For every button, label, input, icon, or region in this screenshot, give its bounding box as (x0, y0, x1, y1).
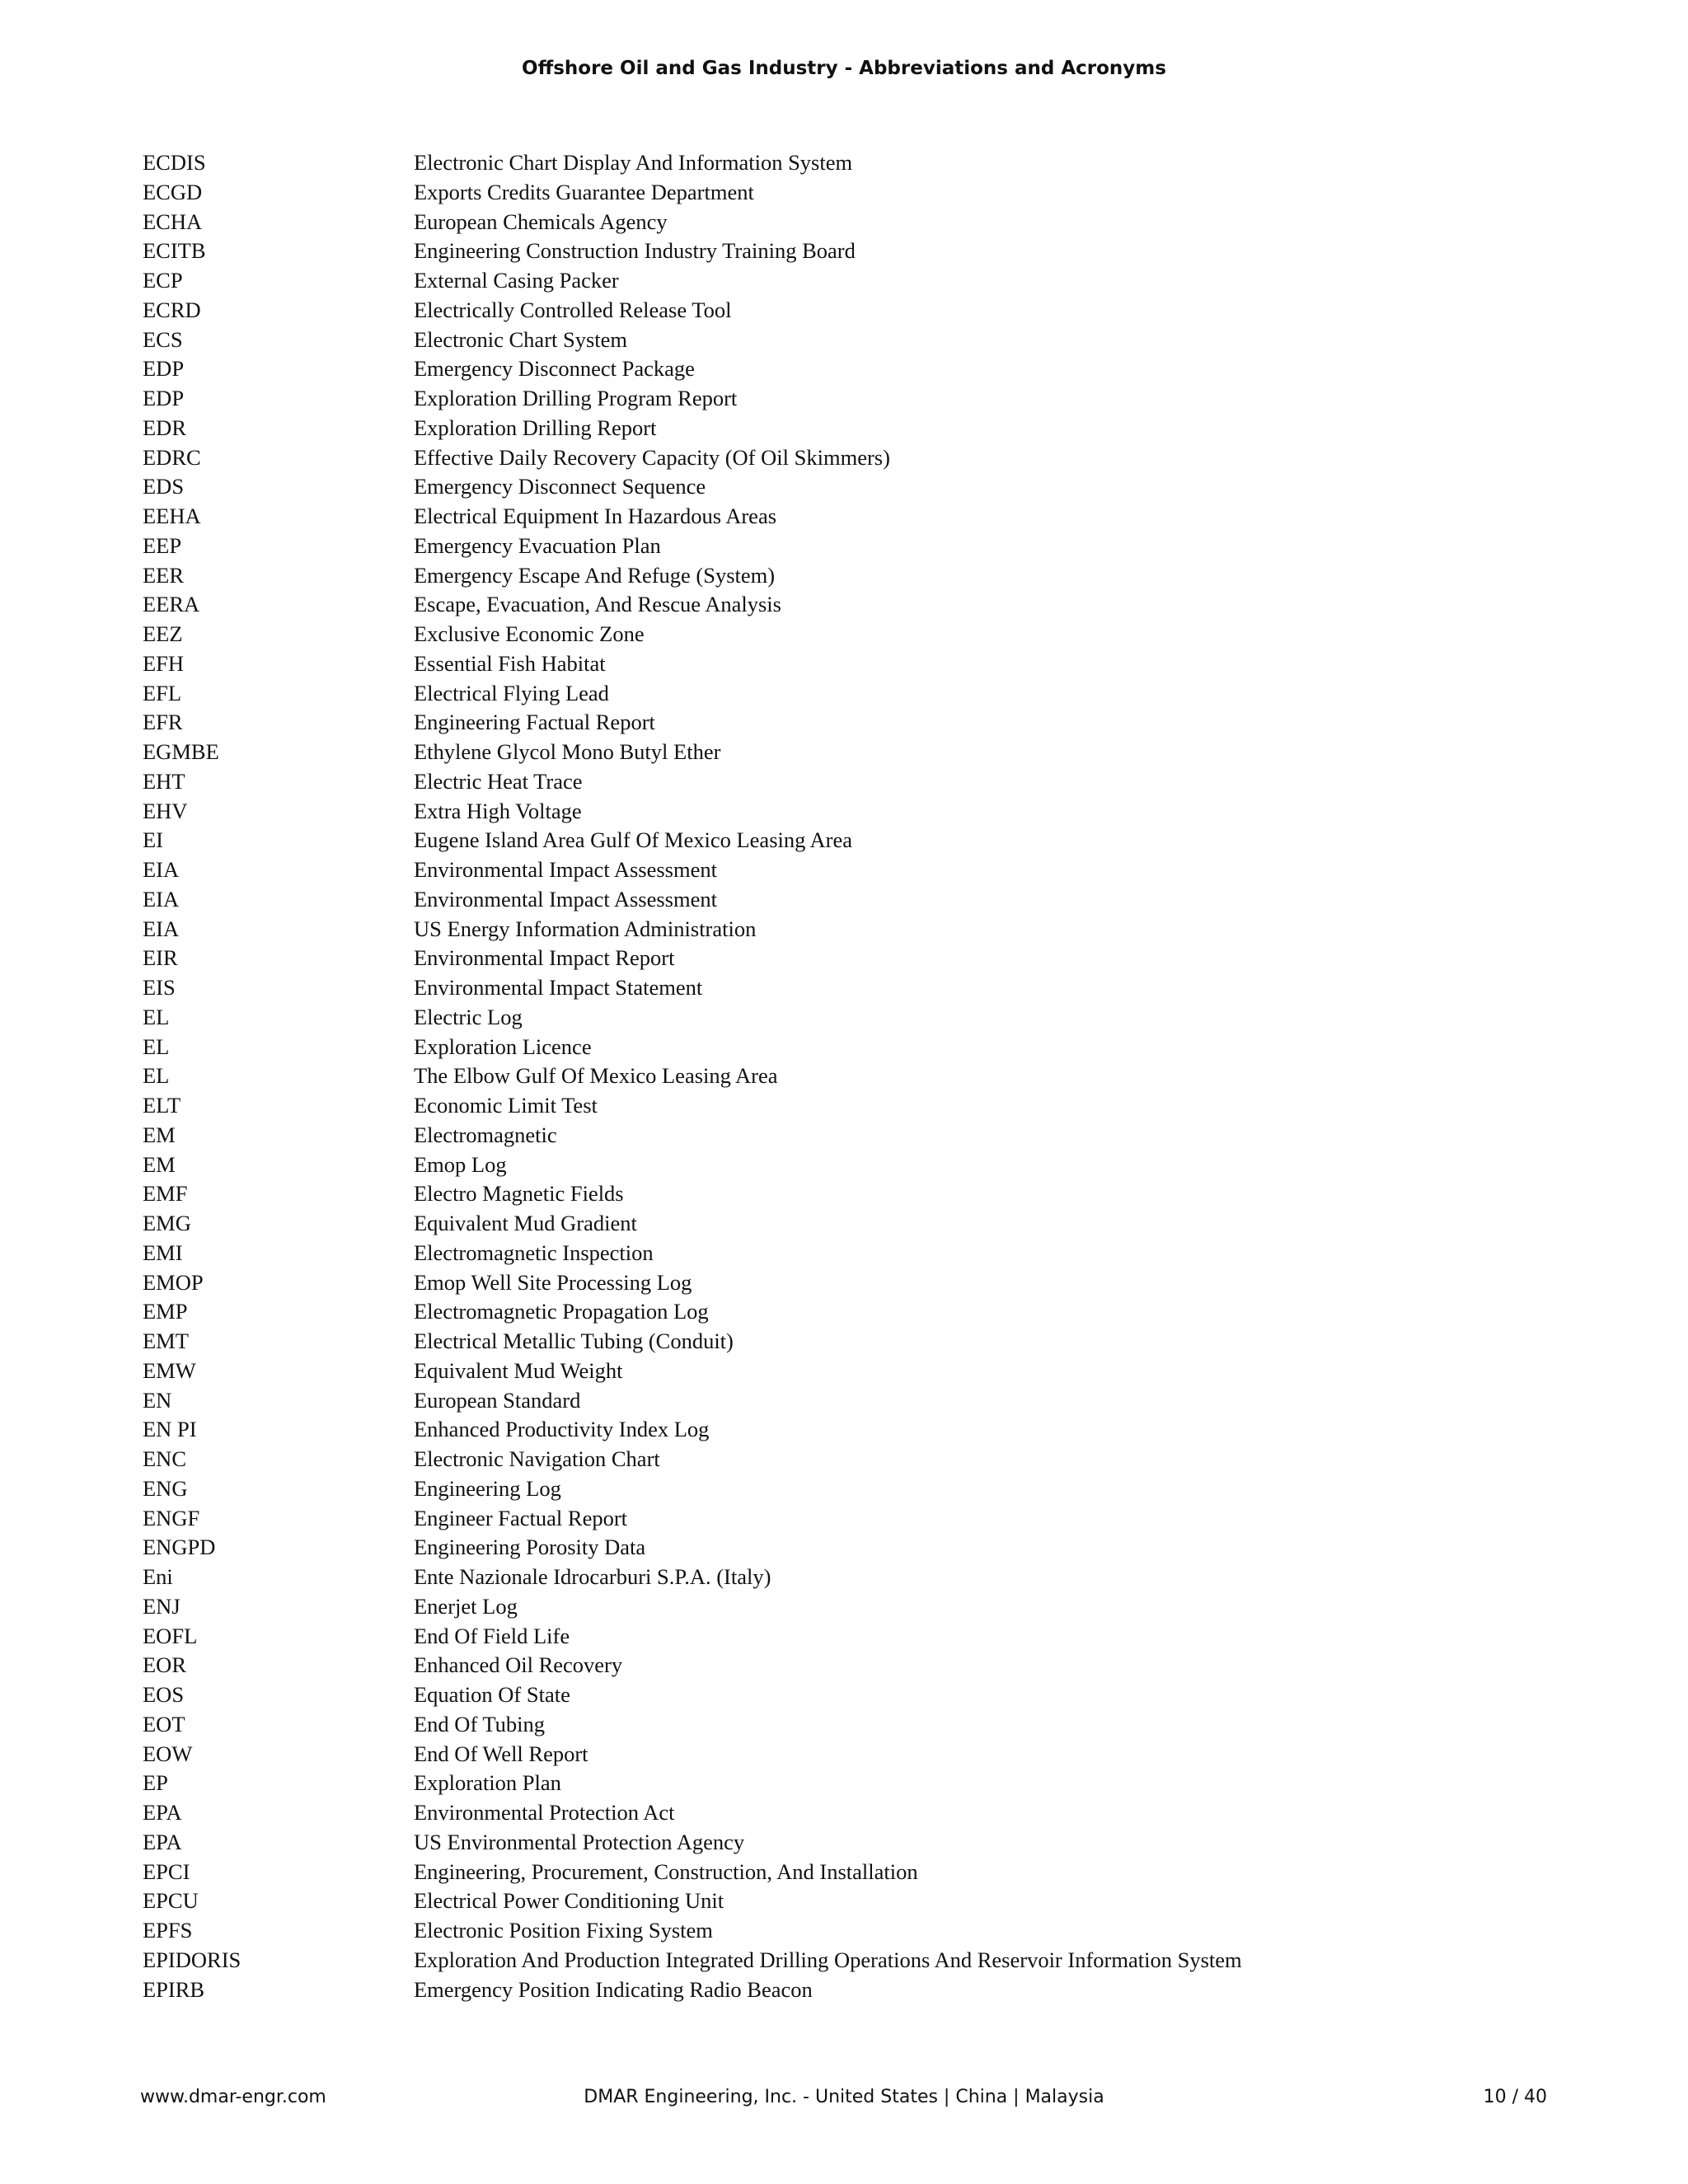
abbreviation: ENGPD (143, 1535, 216, 1560)
list-item (143, 1033, 1626, 1062)
list-item (143, 1651, 1626, 1680)
definition: Electronic Navigation Chart (414, 1446, 660, 1471)
abbreviation: EMI (143, 1240, 183, 1265)
abbreviation: EL (143, 1004, 170, 1029)
list-item (143, 384, 1626, 414)
definition: Emop Well Site Processing Log (414, 1269, 692, 1295)
list-item (143, 208, 1626, 237)
list-item (143, 1003, 1626, 1033)
abbreviation: EDR (143, 415, 186, 440)
definition: External Casing Packer (414, 268, 619, 293)
list-item (143, 1151, 1626, 1180)
abbreviation: EFH (143, 650, 185, 676)
abbreviation: EPIDORIS (143, 1947, 241, 1972)
definition: US Energy Information Administration (414, 916, 757, 941)
list-item (143, 1680, 1626, 1710)
abbreviation: ENC (143, 1446, 186, 1471)
abbreviation: EOW (143, 1741, 193, 1766)
definition: Eugene Island Area Gulf Of Mexico Leasing Area (414, 827, 853, 853)
list-item (143, 855, 1626, 885)
list-item (143, 1474, 1626, 1504)
abbreviation: EDP (143, 356, 185, 382)
definition: European Chemicals Agency (414, 209, 668, 234)
list-item (143, 1062, 1626, 1091)
page-header-title: Offshore Oil and Gas Industry - Abbreviations and Acronyms (522, 58, 1166, 79)
list-item (143, 1798, 1626, 1828)
abbreviation: EHV (143, 798, 188, 823)
list-item (143, 1563, 1626, 1592)
list-item (143, 1916, 1626, 1946)
list-item (143, 1828, 1626, 1858)
definition: Electromagnetic Propagation Log (414, 1299, 709, 1324)
definition: Exports Credits Guarantee Department (414, 179, 754, 204)
definition: Exploration Drilling Report (414, 415, 657, 440)
definition: Enhanced Productivity Index Log (414, 1417, 710, 1442)
definition: Electromagnetic (414, 1122, 557, 1147)
abbreviation: EPFS (143, 1918, 193, 1943)
abbreviation: ECDIS (143, 150, 206, 175)
footer-company: DMAR Engineering, Inc. - United States | China | Malaysia (584, 2087, 1104, 2107)
definition: Emergency Position Indicating Radio Beacon (414, 1976, 813, 2002)
list-item (143, 1297, 1626, 1327)
definition: Enhanced Oil Recovery (414, 1652, 623, 1678)
definition: Environmental Impact Statement (414, 975, 703, 1000)
abbreviation: EMOP (143, 1269, 204, 1295)
abbreviation: EPIRB (143, 1976, 205, 2002)
definition: Electronic Chart System (414, 326, 628, 352)
list-item (143, 590, 1626, 620)
abbreviation: EN (143, 1387, 172, 1413)
abbreviation: EMP (143, 1299, 188, 1324)
definition: Escape, Evacuation, And Rescue Analysis (414, 592, 781, 617)
list-item (143, 1769, 1626, 1798)
list-item (143, 296, 1626, 326)
list-item (143, 1239, 1626, 1268)
abbreviation: ECITB (143, 238, 206, 264)
abbreviation: EDP (143, 386, 185, 410)
abbreviation-list (143, 148, 1626, 2004)
abbreviation: EDS (143, 474, 185, 499)
definition: Engineering Construction Industry Training Board (414, 238, 856, 264)
list-item (143, 1327, 1626, 1357)
definition: Exploration Licence (414, 1033, 592, 1059)
abbreviation: EM (143, 1122, 176, 1147)
definition: Equation Of State (414, 1682, 570, 1707)
definition: Environmental Impact Report (414, 945, 675, 971)
definition: Exploration Drilling Program Report (414, 386, 738, 410)
abbreviation: EOS (143, 1682, 185, 1707)
list-item (143, 944, 1626, 973)
definition: Emergency Disconnect Package (414, 356, 695, 382)
definition: Exploration Plan (414, 1770, 561, 1796)
list-item (143, 973, 1626, 1003)
list-item (143, 237, 1626, 266)
abbreviation: ENGF (143, 1505, 200, 1530)
abbreviation: EP (143, 1770, 168, 1796)
abbreviation: EOR (143, 1652, 186, 1678)
list-item (143, 649, 1626, 679)
page-footer (0, 2087, 1688, 2120)
abbreviation: EERA (143, 592, 200, 617)
list-item (143, 1592, 1626, 1622)
abbreviation: ENG (143, 1475, 188, 1501)
definition: Electrical Metallic Tubing (Conduit) (414, 1329, 734, 1353)
abbreviation: EIS (143, 975, 176, 1000)
definition: End Of Field Life (414, 1623, 570, 1648)
abbreviation: EFR (143, 710, 183, 735)
abbreviation: ECS (143, 326, 183, 352)
definition: Electric Log (414, 1004, 523, 1029)
list-item (143, 885, 1626, 915)
abbreviation: EIR (143, 945, 178, 971)
list-item (143, 679, 1626, 709)
abbreviation: ECHA (143, 209, 203, 234)
definition: Enerjet Log (414, 1593, 518, 1619)
definition: Environmental Impact Assessment (414, 857, 717, 882)
list-item (143, 1622, 1626, 1652)
list-item (143, 915, 1626, 944)
definition: European Standard (414, 1387, 581, 1413)
list-item (143, 1533, 1626, 1563)
definition: Electronic Position Fixing System (414, 1918, 713, 1943)
abbreviation: EER (143, 562, 185, 588)
definition: Exclusive Economic Zone (414, 621, 645, 646)
list-item (143, 1386, 1626, 1416)
footer-website: www.dmar-engr.com (140, 2087, 326, 2107)
list-item (143, 1445, 1626, 1474)
definition: Emergency Disconnect Sequence (414, 474, 706, 499)
abbreviation: EIA (143, 916, 180, 941)
definition: Electrically Controlled Release Tool (414, 297, 732, 322)
list-item (143, 1504, 1626, 1534)
list-item (143, 532, 1626, 561)
definition: End Of Well Report (414, 1741, 588, 1766)
definition: Electro Magnetic Fields (414, 1181, 624, 1207)
abbreviation: EDRC (143, 444, 201, 470)
abbreviation: EPA (143, 1800, 182, 1825)
abbreviation: EN PI (143, 1417, 197, 1442)
list-item (143, 1975, 1626, 2005)
abbreviation: EFL (143, 680, 182, 705)
abbreviation: EMW (143, 1357, 196, 1383)
abbreviation: EEP (143, 532, 182, 558)
abbreviation: EPA (143, 1829, 182, 1854)
abbreviation: EEHA (143, 504, 201, 528)
abbreviation: EHT (143, 768, 185, 794)
abbreviation: EMG (143, 1211, 191, 1235)
list-item (143, 1091, 1626, 1121)
definition: Emergency Evacuation Plan (414, 532, 661, 558)
abbreviation: Eni (143, 1564, 173, 1589)
list-item (143, 1209, 1626, 1239)
definition: Engineering Log (414, 1475, 561, 1501)
list-item (143, 708, 1626, 738)
definition: Electric Heat Trace (414, 768, 583, 794)
abbreviation: ECRD (143, 297, 201, 322)
list-item (143, 326, 1626, 355)
list-item (143, 1268, 1626, 1298)
list-item (143, 1858, 1626, 1887)
definition: Engineering, Procurement, Construction, And Installation (414, 1858, 918, 1884)
definition: US Environmental Protection Agency (414, 1829, 745, 1854)
abbreviation: EPCU (143, 1888, 199, 1914)
abbreviation: ECP (143, 268, 183, 293)
list-item (143, 354, 1626, 384)
list-item (143, 561, 1626, 591)
list-item (143, 1886, 1626, 1916)
abbreviation: EL (143, 1063, 170, 1089)
list-item (143, 266, 1626, 296)
definition: End Of Tubing (414, 1711, 546, 1736)
list-item (143, 1179, 1626, 1209)
list-item (143, 502, 1626, 532)
definition: Engineering Porosity Data (414, 1535, 646, 1560)
definition: The Elbow Gulf Of Mexico Leasing Area (414, 1063, 778, 1089)
list-item (143, 443, 1626, 473)
definition: Equivalent Mud Gradient (414, 1211, 637, 1235)
abbreviation: ECGD (143, 179, 203, 204)
definition: Electrical Flying Lead (414, 680, 609, 705)
definition: Engineering Factual Report (414, 710, 655, 735)
definition: Electrical Equipment In Hazardous Areas (414, 504, 777, 528)
list-item (143, 1740, 1626, 1769)
list-item (143, 414, 1626, 443)
abbreviation: EIA (143, 886, 180, 912)
footer-page-number: 10 / 40 (1483, 2087, 1547, 2107)
abbreviation: EI (143, 827, 164, 853)
abbreviation: EL (143, 1033, 170, 1059)
abbreviation: EPCI (143, 1858, 190, 1884)
list-item (143, 1710, 1626, 1740)
definition: Equivalent Mud Weight (414, 1357, 623, 1383)
definition: Electromagnetic Inspection (414, 1240, 654, 1265)
abbreviation: EOFL (143, 1623, 198, 1648)
abbreviation: EM (143, 1151, 176, 1177)
definition: Essential Fish Habitat (414, 650, 606, 676)
abbreviation: EEZ (143, 621, 183, 646)
definition: Environmental Protection Act (414, 1800, 675, 1825)
abbreviation: ENJ (143, 1593, 181, 1619)
list-item (143, 767, 1626, 797)
list-item (143, 797, 1626, 827)
definition: Economic Limit Test (414, 1093, 598, 1118)
definition: Effective Daily Recovery Capacity (Of Oil Skimmers) (414, 444, 890, 470)
list-item (143, 1946, 1626, 1975)
abbreviation: EMF (143, 1181, 188, 1207)
definition: Exploration And Production Integrated Drilling Operations And Reservoir Information System (414, 1947, 1242, 1972)
definition: Emergency Escape And Refuge (System) (414, 562, 776, 588)
abbreviation: EIA (143, 857, 180, 882)
list-item (143, 148, 1626, 178)
abbreviation: EGMBE (143, 739, 219, 764)
abbreviation: ELT (143, 1093, 181, 1118)
definition: Emop Log (414, 1151, 507, 1177)
list-item (143, 178, 1626, 208)
definition: Engineer Factual Report (414, 1505, 628, 1530)
definition: Electronic Chart Display And Information System (414, 150, 853, 175)
abbreviation: EOT (143, 1711, 185, 1736)
definition: Electrical Power Conditioning Unit (414, 1888, 724, 1914)
definition: Ente Nazionale Idrocarburi S.P.A. (Italy) (414, 1564, 771, 1589)
definition: Ethylene Glycol Mono Butyl Ether (414, 739, 721, 764)
definition: Environmental Impact Assessment (414, 886, 717, 912)
definition: Extra High Voltage (414, 798, 582, 823)
list-item (143, 738, 1626, 767)
list-item (143, 1121, 1626, 1151)
list-item (143, 472, 1626, 502)
list-item (143, 826, 1626, 855)
list-item (143, 1415, 1626, 1445)
abbreviation: EMT (143, 1329, 189, 1353)
list-item (143, 1357, 1626, 1386)
list-item (143, 620, 1626, 649)
